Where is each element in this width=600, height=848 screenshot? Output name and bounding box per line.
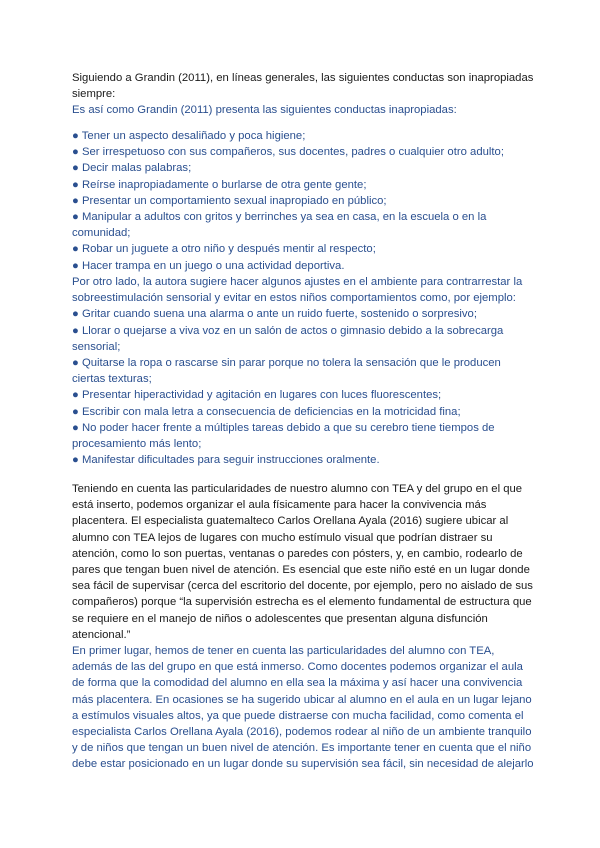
list-item: ● Tener un aspecto desaliñado y poca higiene; — [72, 130, 306, 142]
list-item: ● Hacer trampa en un juego o una actividad deportiva. — [72, 259, 345, 272]
paragraph-line: sobreestimulación sensorial y evitar en estos niños comportamientos como, por ejemplo: — [72, 292, 516, 305]
paragraph-line: se requiere en el manejo de niños o adolescentes que presentan alguna disfunción — [72, 612, 488, 625]
paragraph-line: placentera. El especialista guatemalteco Carlos Orellana Ayala (2016) sugiere ubicar al — [72, 515, 509, 528]
list-item: ● Manipular a adultos con gritos y berrinches ya sea en casa, en la escuela o en la — [72, 211, 487, 224]
list-item: ● Gritar cuando suena una alarma o ante un ruido fuerte, sostenido o sorpresivo; — [72, 308, 477, 321]
inappropriate-behaviors-list — [72, 128, 536, 274]
classroom-paragraph-revised — [72, 643, 536, 773]
list-item: ● Presentar hiperactividad y agitación en lugares con luces fluorescentes; — [72, 389, 442, 402]
paragraph-line: En primer lugar, hemos de tener en cuenta las particularidades del alumno con TEA, — [72, 645, 495, 657]
list-item: ● Reírse inapropiadamente o burlarse de otra gente gente; — [72, 178, 367, 191]
paragraph-line: sea fácil de supervisar (cerca del escritorio del docente, por ejemplo, pero no aislado de sus — [72, 580, 533, 593]
list-item: ● No poder hacer frente a múltiples tareas debido a que su cerebro tiene tiempos de — [72, 421, 495, 434]
list-item-continuation: sensorial; — [72, 340, 121, 353]
sensory-adjustments-section — [72, 274, 536, 468]
paragraph-line: está inserto, podemos organizar el aula físicamente para hacer la convivencia más — [72, 499, 487, 512]
classroom-paragraph-original — [72, 481, 536, 643]
paragraph-line: debe estar posicionado en un lugar donde su supervisión sea fácil, sin necesidad de alejarlo — [72, 758, 534, 771]
paragraph-line: más placentera. En ocasiones se ha sugerido ubicar al alumno en el aula en un lugar lejano — [72, 693, 532, 706]
list-item-continuation: ciertas texturas; — [72, 373, 152, 386]
paragraph-line: compañeros) porque “la supervisión estrecha es el elemento fundamental de estructura que — [72, 596, 532, 609]
list-item: ● Ser irrespetuoso con sus compañeros, sus docentes, padres o cualquier otro adulto; — [72, 146, 504, 159]
paragraph-line: Por otro lado, la autora sugiere hacer algunos ajustes en el ambiente para contrarrestar la — [72, 276, 523, 288]
intro-line: siempre: — [72, 88, 116, 101]
list-item: ● Presentar un comportamiento sexual inapropiado en público; — [72, 194, 387, 207]
paragraph-line: a estímulos visuales altos, ya que puede distraerse con mucha facilidad, como comenta el — [72, 709, 524, 722]
paragraph-line: de forma que la comodidad del alumno en ella sea la máxima y así hacer una convivencia — [72, 677, 523, 690]
paragraph-line: especialista Carlos Orellana Ayala (2016), podemos rodear al niño de un ambiente tranquilo — [72, 726, 532, 739]
paragraph-line: alumno con TEA lejos de lugares con mucho estímulo visual que podrían distraer su — [72, 531, 493, 544]
list-item-continuation: procesamiento más lento; — [72, 438, 202, 451]
list-item: ● Manifestar dificultades para seguir instrucciones oralmente. — [72, 454, 380, 467]
paragraph-line: atencional.” — [72, 628, 131, 641]
paragraph-line: pares que tengan buen nivel de atención. Es esencial que este niño esté en un lugar donde — [72, 564, 530, 577]
paragraph-line: atención, como lo son puertas, ventanas o paredes con pósters, y, en cambio, rodearlo de — [72, 547, 523, 560]
paragraph-line: además de las del grupo en que está inmerso. Como docentes podemos organizar el aula — [72, 661, 523, 674]
list-item: ● Robar un juguete a otro niño y después mentir al respecto; — [72, 243, 376, 256]
list-item: ● Decir malas palabras; — [72, 162, 192, 175]
intro-line: Siguiendo a Grandin (2011), en líneas generales, las siguientes conductas son inapropiadas — [72, 72, 534, 84]
list-item-continuation: comunidad; — [72, 227, 131, 240]
list-item: ● Quitarse la ropa o rascarse sin parar porque no tolera la sensación que le producen — [72, 357, 501, 370]
list-item: ● Llorar o quejarse a viva voz en un salón de actos o gimnasio debido a la sobrecarga — [72, 324, 504, 337]
intro-section — [72, 70, 536, 119]
paragraph-line: Teniendo en cuenta las particularidades de nuestro alumno con TEA y del grupo en el que — [72, 483, 523, 495]
intro-revised-line: Es así como Grandin (2011) presenta las siguientes conductas inapropiadas: — [72, 104, 457, 117]
list-item: ● Escribir con mala letra a consecuencia de deficiencias en la motricidad fina; — [72, 405, 461, 418]
paragraph-line: y de niños que tengan un buen nivel de atención. Es importante tener en cuenta que el niño — [72, 742, 532, 755]
